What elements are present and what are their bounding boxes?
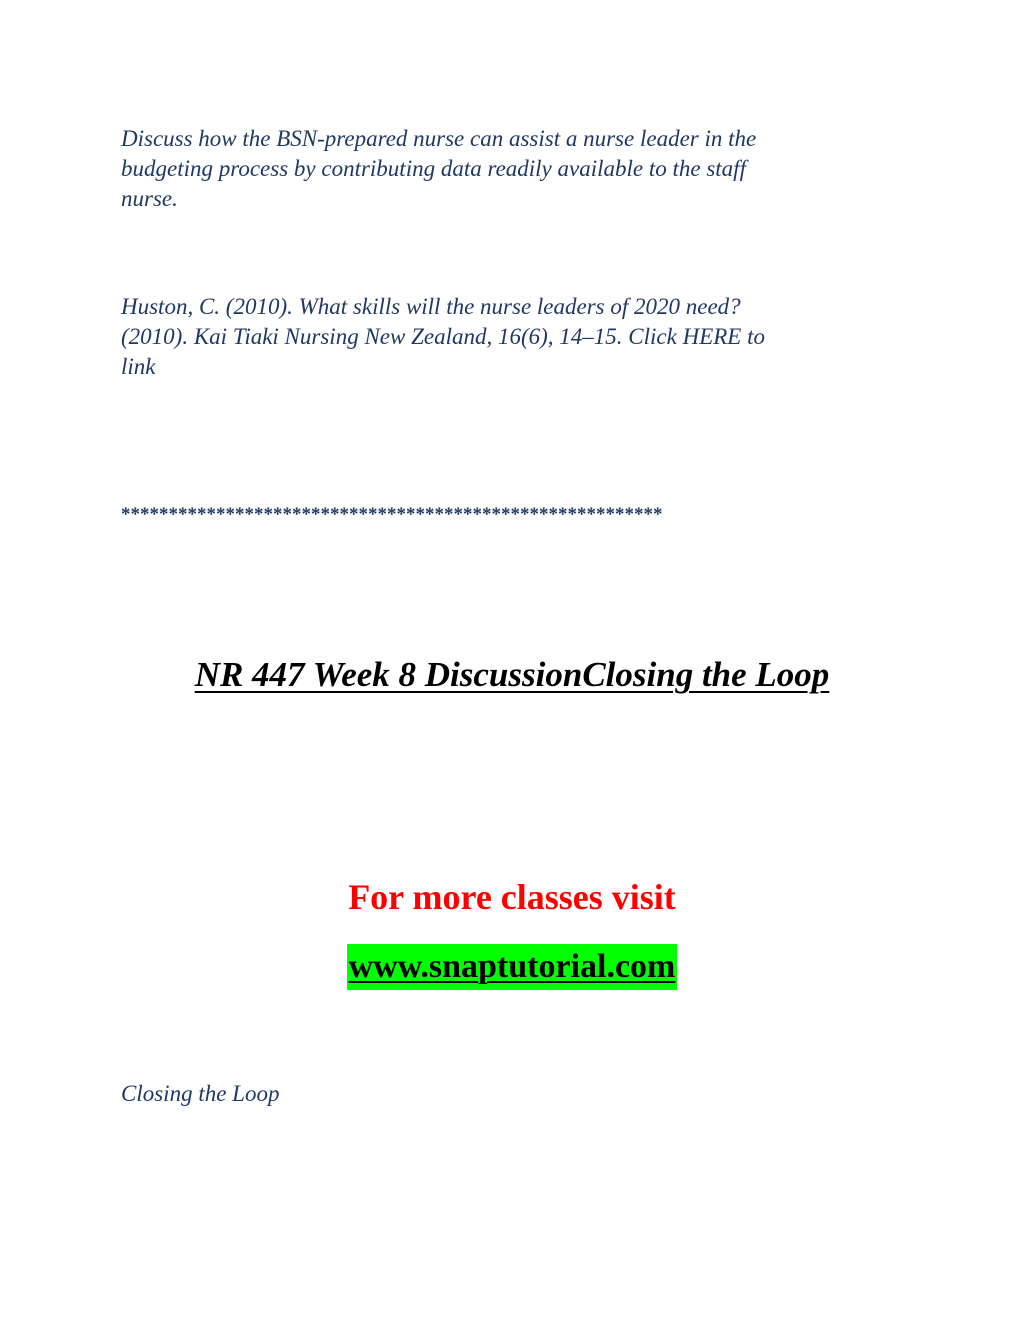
promo-link-container xyxy=(0,944,1024,990)
paragraph-line: (2010). Kai Tiaki Nursing New Zealand, 16(6), 14–15. Click HERE to xyxy=(121,324,765,349)
paragraph-line: Huston, C. (2010). What skills will the nurse leaders of 2020 need? xyxy=(121,294,741,319)
section-heading: NR 447 Week 8 DiscussionClosing the Loop xyxy=(194,655,830,694)
paragraph-line: Discuss how the BSN-prepared nurse can assist a nurse leader in the xyxy=(121,126,757,151)
closing-title: Closing the Loop xyxy=(121,1081,280,1106)
snaptutorial-link[interactable]: www.snaptutorial.com xyxy=(347,944,678,990)
paragraph-line: link xyxy=(121,354,156,379)
promo-text: For more classes visit xyxy=(348,877,676,917)
paragraph-line: budgeting process by contributing data readily available to the staff xyxy=(121,156,746,181)
paragraph-line: nurse. xyxy=(121,186,178,211)
discussion-prompt-paragraph xyxy=(121,124,891,214)
asterisk-separator: ********************************************************* xyxy=(121,504,663,525)
reference-paragraph xyxy=(121,292,891,382)
